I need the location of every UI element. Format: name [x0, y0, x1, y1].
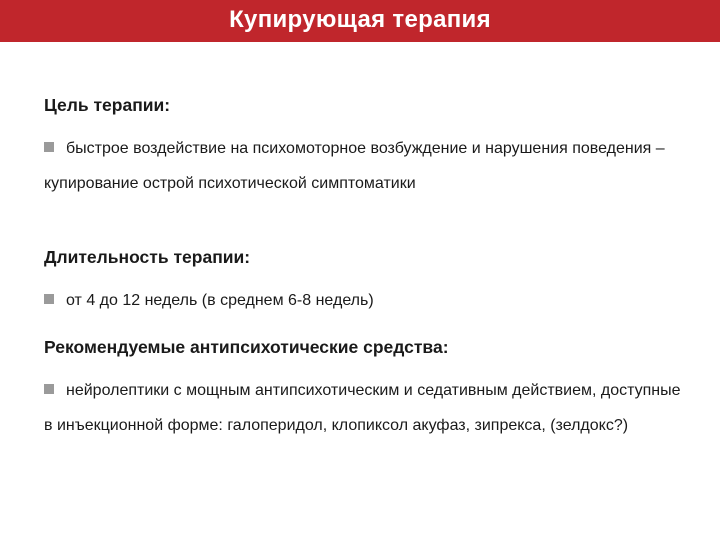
title-bar [0, 0, 720, 42]
bullet-text: нейролептики с мощным антипсихотическим и седативным действием, доступные в инъекционной форме: галоперидол, клопиксол акуфаз, зипрекса, (зелдокс?) [44, 382, 681, 434]
square-bullet-icon [44, 142, 54, 152]
bullet-item [44, 132, 684, 201]
bullet-text: от 4 до 12 недель (в среднем 6-8 недель) [66, 292, 374, 309]
section-heading: Рекомендуемые антипсихотические средства: [44, 337, 449, 357]
section-therapy-duration [44, 244, 684, 319]
section-therapy-goal [44, 92, 684, 201]
section-heading: Цель терапии: [44, 95, 171, 115]
square-bullet-icon [44, 384, 54, 394]
section-recommended-drugs [44, 334, 684, 443]
bullet-text: быстрое воздействие на психомоторное возбуждение и нарушения поведения – купирование острой психотической симптоматики [44, 140, 665, 192]
slide-title: Купирующая терапия [229, 6, 491, 33]
bullet-item [44, 374, 684, 443]
section-heading: Длительность терапии: [44, 247, 251, 267]
square-bullet-icon [44, 294, 54, 304]
bullet-item [44, 284, 684, 319]
